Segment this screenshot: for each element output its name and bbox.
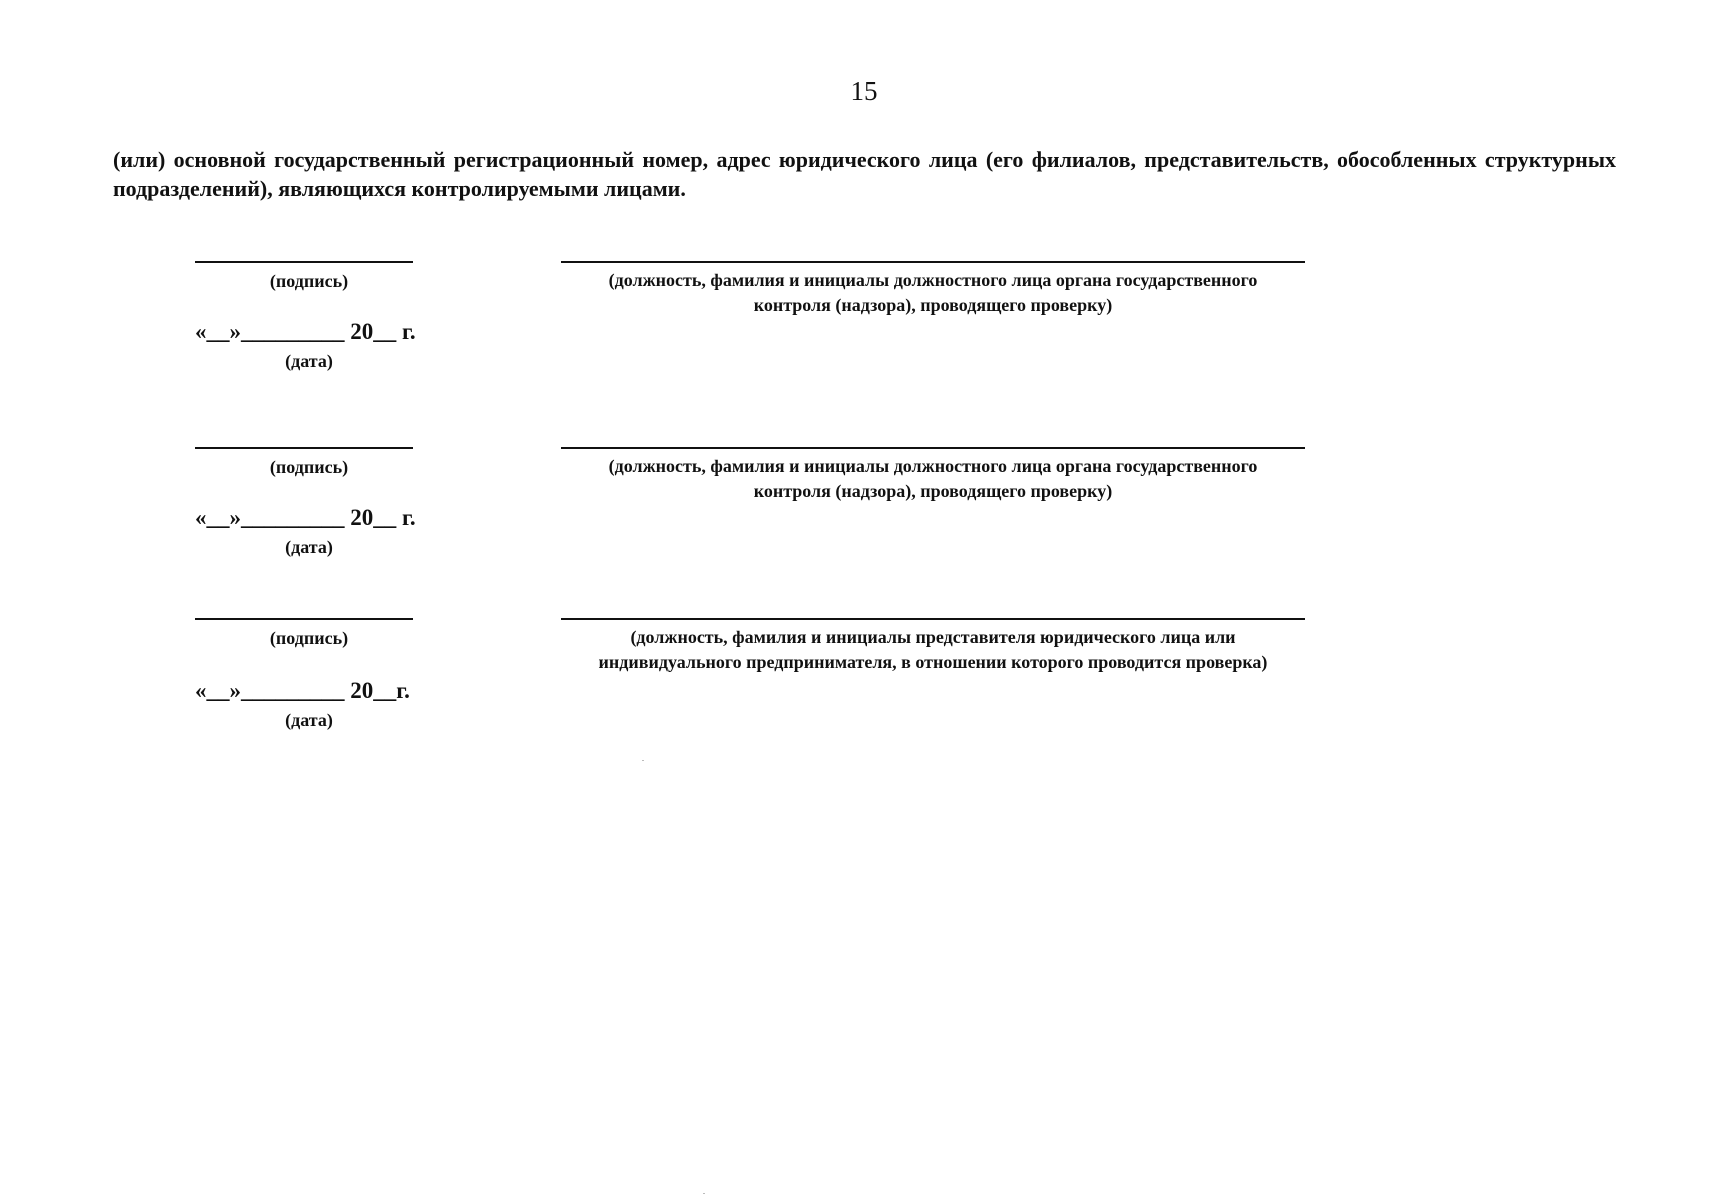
page-number: 15 [850,76,878,106]
position-caption-line-1: (должность, фамилия и инициалы представителя юридического лица или [630,627,1236,647]
position-line [561,261,1305,263]
signature-label: (подпись) [269,628,349,648]
position-line [561,447,1305,449]
position-caption-line-1: (должность, фамилия и инициалы должностного лица органа государственного [608,456,1258,476]
date-label: (дата) [285,351,333,371]
signature-line [195,261,413,263]
position-caption-line-2: контроля (надзора), проводящего проверку) [753,481,1113,501]
signature-label: (подпись) [269,457,349,477]
signature-block-2 [0,447,1728,587]
signature-line [195,618,413,620]
position-line [561,618,1305,620]
position-caption-line-2: контроля (надзора), проводящего проверку) [753,295,1113,315]
date-label: (дата) [285,710,333,730]
intro-paragraph: (или) основной государственный регистрационный номер, адрес юридического лица (его филиалов, представительств, обособленных структурных подразделений), являющихся контролируемыми лицами. [113,147,1616,201]
scan-speck [642,760,644,761]
signature-label: (подпись) [269,271,349,291]
signature-block-3 [0,618,1728,758]
date-label: (дата) [285,537,333,557]
position-caption-line-2: индивидуального предпринимателя, в отношении которого проводится проверка) [598,652,1268,672]
scan-speck [703,1193,705,1194]
signature-line [195,447,413,449]
signature-block-1 [0,261,1728,401]
date-field: «__»_________ 20__ г. [195,319,416,344]
date-field: «__»_________ 20__ г. [195,505,416,530]
date-field: «__»_________ 20__г. [195,678,410,703]
position-caption-line-1: (должность, фамилия и инициалы должностного лица органа государственного [608,270,1258,290]
